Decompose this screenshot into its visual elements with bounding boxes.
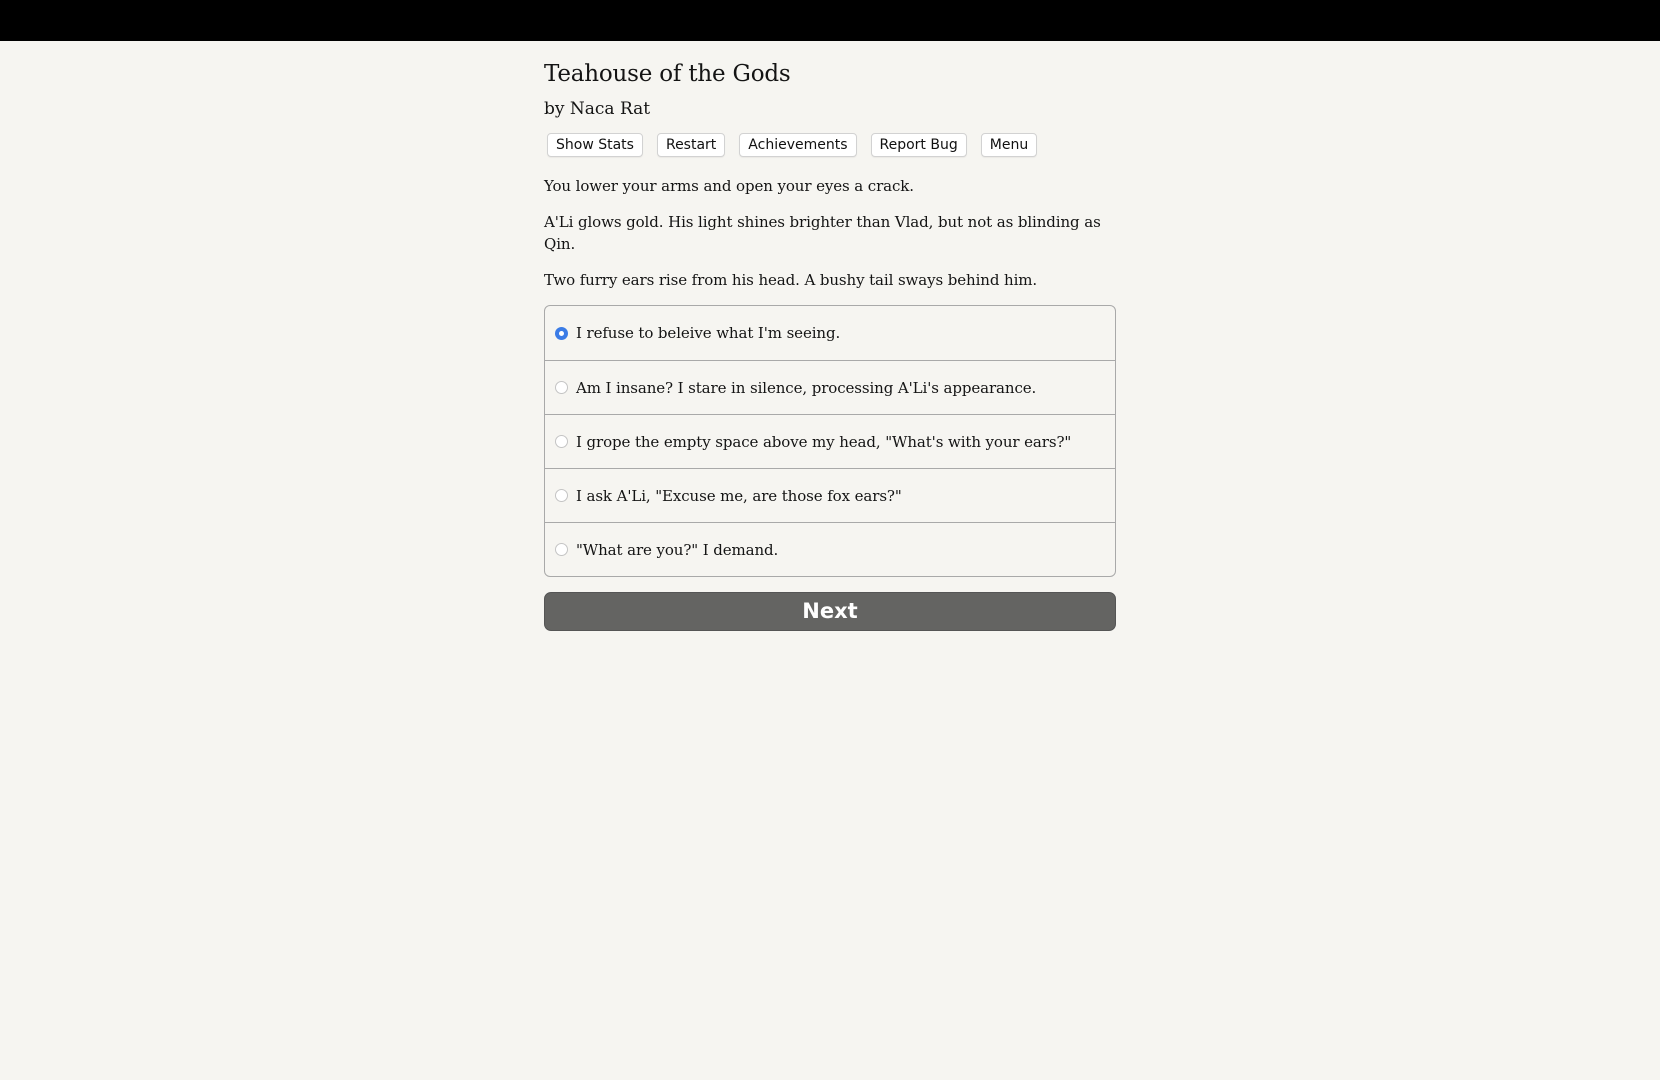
choice-option[interactable] — [545, 306, 1115, 360]
next-button[interactable]: Next — [544, 592, 1116, 631]
game-author: by Naca Rat — [544, 99, 651, 119]
toolbar — [544, 133, 1116, 157]
choice-option[interactable] — [545, 468, 1115, 522]
choice-label: "What are you?" I demand. — [576, 540, 779, 559]
passage-text — [544, 175, 1116, 291]
choice-option[interactable] — [545, 360, 1115, 414]
radio-selected-icon[interactable] — [555, 327, 568, 340]
passage-paragraph: A'Li glows gold. His light shines brighter than Vlad, but not as blinding as Qin. — [544, 213, 1101, 253]
radio-unselected-icon[interactable] — [555, 381, 568, 394]
game-container — [544, 41, 1116, 631]
show-stats-button[interactable]: Show Stats — [547, 133, 643, 157]
choice-option[interactable] — [545, 414, 1115, 468]
choice-label: Am I insane? I stare in silence, processing A'Li's appearance. — [576, 378, 1037, 397]
choice-list — [544, 305, 1116, 577]
radio-unselected-icon[interactable] — [555, 489, 568, 502]
report-bug-button[interactable]: Report Bug — [871, 133, 967, 157]
choice-label: I ask A'Li, "Excuse me, are those fox ears?" — [576, 486, 902, 505]
top-bar — [0, 0, 1660, 41]
choice-option[interactable] — [545, 522, 1115, 576]
choice-label: I refuse to beleive what I'm seeing. — [576, 324, 841, 342]
passage-paragraph: Two furry ears rise from his head. A bushy tail sways behind him. — [544, 271, 1038, 289]
radio-unselected-icon[interactable] — [555, 543, 568, 556]
restart-button[interactable]: Restart — [657, 133, 725, 157]
menu-button[interactable]: Menu — [981, 133, 1037, 157]
passage-paragraph: You lower your arms and open your eyes a crack. — [544, 177, 914, 195]
achievements-button[interactable]: Achievements — [739, 133, 856, 157]
choice-label: I grope the empty space above my head, "What's with your ears?" — [576, 432, 1072, 451]
game-title: Teahouse of the Gods — [544, 61, 791, 87]
radio-unselected-icon[interactable] — [555, 435, 568, 448]
